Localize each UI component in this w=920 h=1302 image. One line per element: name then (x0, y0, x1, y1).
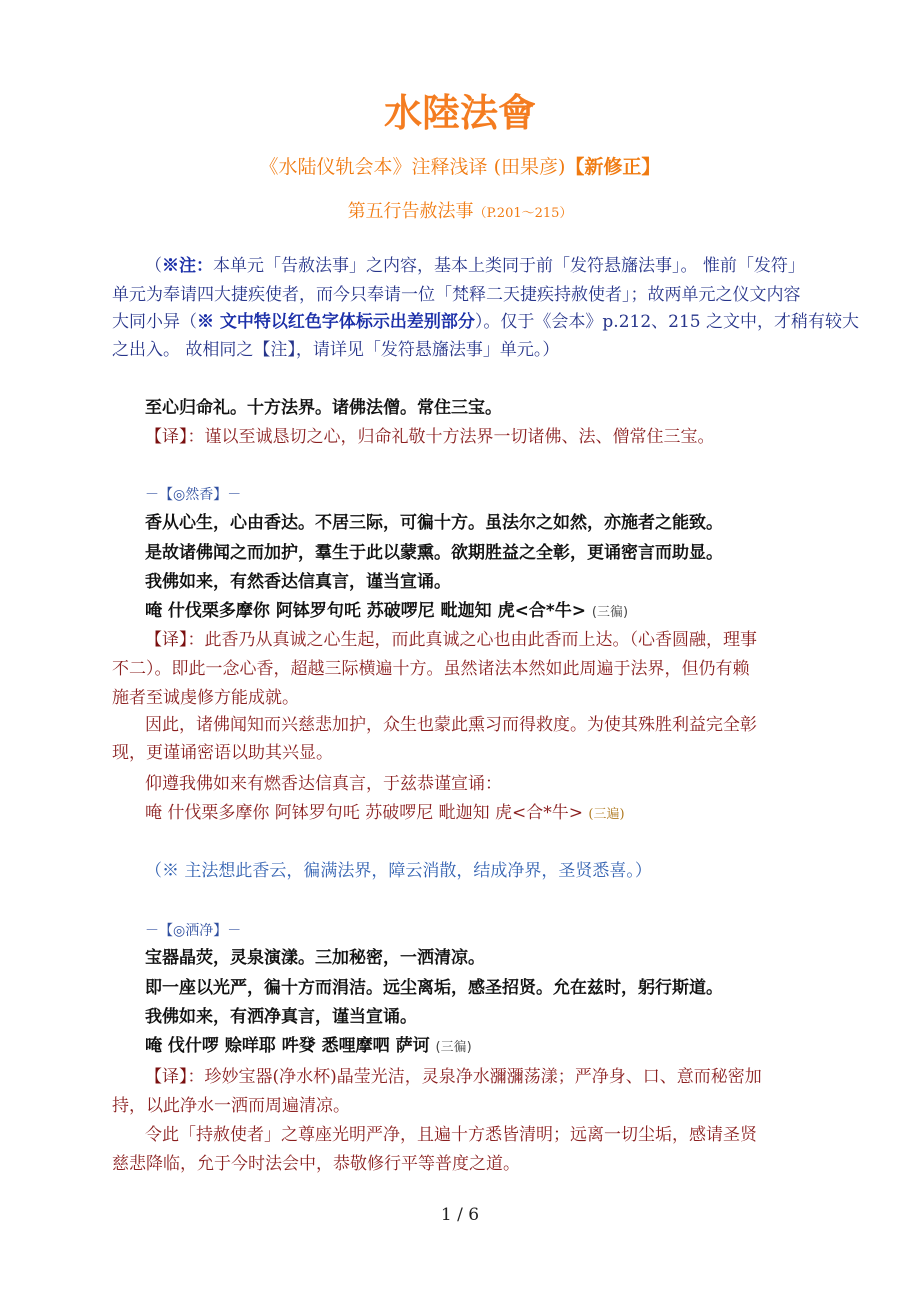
verse-line: 我佛如来，有洒净真言，谨当宣诵。 (145, 1007, 417, 1027)
mantra: 唵 伐什啰 赊咩耶 吽癹 悉哩摩呬 萨诃 (145, 1036, 430, 1056)
translation-line: 慈悲降临，允于今时法会中，恭敬修行平等普度之道。 (112, 1154, 520, 1174)
section-title (0, 201, 920, 225)
text: ）。仅于《会本》p.212、215 之文中，才稍有较大 (474, 312, 860, 332)
verse-line: 香从心生，心由香达。不居三际，可徧十方。虽法尔之如然，亦施者之能致。 (145, 513, 723, 533)
verse-line: 至心归命礼。十方法界。诸佛法僧。常住三宝。 (145, 398, 502, 418)
translation-line: 现，更谨诵密语以助其兴显。 (112, 743, 333, 763)
translation-mantra (145, 802, 625, 826)
intro-line: 之出入。 故相同之【注】，请详见「发符悬旛法事」单元。） (112, 340, 560, 360)
translation-line: 仰遵我佛如来有燃香达信真言，于兹恭谨宣诵： (145, 774, 502, 794)
text: ：谨以至诚恳切之心，归命礼敬十方法界一切诸佛、法、僧常住三宝。 (187, 427, 715, 447)
text: （ (145, 256, 162, 276)
text: 本单元「告赦法事」之内容，基本上类同于前「发符悬旛法事」。 惟前「发符」 (213, 256, 805, 276)
section-pages: （P.201～215） (473, 206, 573, 221)
repeat-count: (三徧) (435, 1040, 472, 1055)
intro-line: 单元为奉请四大捷疾使者，而今只奉请一位「梵释二天捷疾持赦使者」；故两单元之仪文内容 (112, 285, 801, 305)
repeat-count: (三徧) (591, 605, 629, 620)
translation-line (145, 1066, 762, 1088)
section-marker: －【◎洒净】－ (145, 923, 242, 939)
translation-line: 因此，诸佛闻知而兴慈悲加护，众生也蒙此熏习而得救度。为使其殊胜利益完全彰 (145, 715, 757, 735)
translation-line: 令此「持赦使者」之尊座光明严净，且遍十方悉皆清明；远离一切尘垢，感请圣贤 (145, 1125, 757, 1145)
subtitle-tag: 【新修正】 (565, 156, 661, 178)
text: 标示出差别部分 (355, 312, 475, 332)
translation-tag: 【译】 (145, 1067, 188, 1087)
text: ※ 文中特以 (197, 312, 288, 332)
text: ：珍妙宝器(净水杯)晶莹光洁，灵泉净水瀰瀰荡漾；严净身、口、意而秘密加 (187, 1067, 762, 1087)
text: ：此香乃从真诚之心生起，而此真诚之心也由此香而上达。（心香圆融，理事 (187, 630, 757, 650)
intro-line (112, 311, 859, 333)
note-label: ※注： (162, 256, 213, 276)
verse-line: 是故诸佛闻之而加护，羣生于此以蒙熏。欲期胜益之全彰，更诵密言而助显。 (145, 543, 723, 563)
verse-line: 我佛如来，有然香达信真言，谨当宣诵。 (145, 572, 451, 592)
translation-line (145, 426, 715, 448)
subtitle (0, 156, 920, 178)
section-name: 第五行告赦法事 (347, 201, 474, 222)
section-marker: －【◎然香】－ (145, 487, 242, 503)
repeat-count: (三遍) (588, 807, 625, 822)
page-title: 水陸法會 (383, 91, 536, 135)
verse-line: 宝器晶荧，灵泉演漾。三加秘密，一洒清凉。 (145, 948, 485, 968)
translation-line: 施者至诚虔修方能成就。 (112, 688, 299, 708)
verse-line: 即一座以光严，徧十方而涓洁。远尘离垢，感圣招贤。允在兹时，躬行斯道。 (145, 978, 723, 998)
page-number: 1 / 6 (440, 1205, 480, 1225)
mantra-line (145, 1035, 472, 1059)
text: 大同小异（ (112, 312, 197, 332)
subtitle-text: 《水陆仪轨会本》注释浅译 (田果彦) (259, 156, 566, 178)
mantra-line (145, 600, 628, 624)
translation-line: 不二）。即此一念心香，超越三际横遍十方。虽然诸法本然如此周遍于法界，但仍有赖 (112, 659, 750, 679)
red-text: 红色字体 (287, 312, 356, 332)
translation-line (145, 629, 757, 651)
translation-tag: 【译】 (145, 630, 188, 650)
mantra: 唵 什伐栗多摩你 阿钵罗句吒 苏破啰尼 毗迦知 虎<合*牛> (145, 601, 586, 621)
mantra: 唵 什伐栗多摩你 阿钵罗句吒 苏破啰尼 毗迦知 虎<合*牛> (145, 803, 584, 823)
translation-line: 持，以此净水一洒而周遍清凉。 (112, 1096, 350, 1116)
intro-line (145, 255, 805, 277)
translation-tag: 【译】 (145, 427, 188, 447)
note-line: （※ 主法想此香云，徧满法界，障云消散，结成净界，圣贤悉喜。） (145, 861, 652, 881)
